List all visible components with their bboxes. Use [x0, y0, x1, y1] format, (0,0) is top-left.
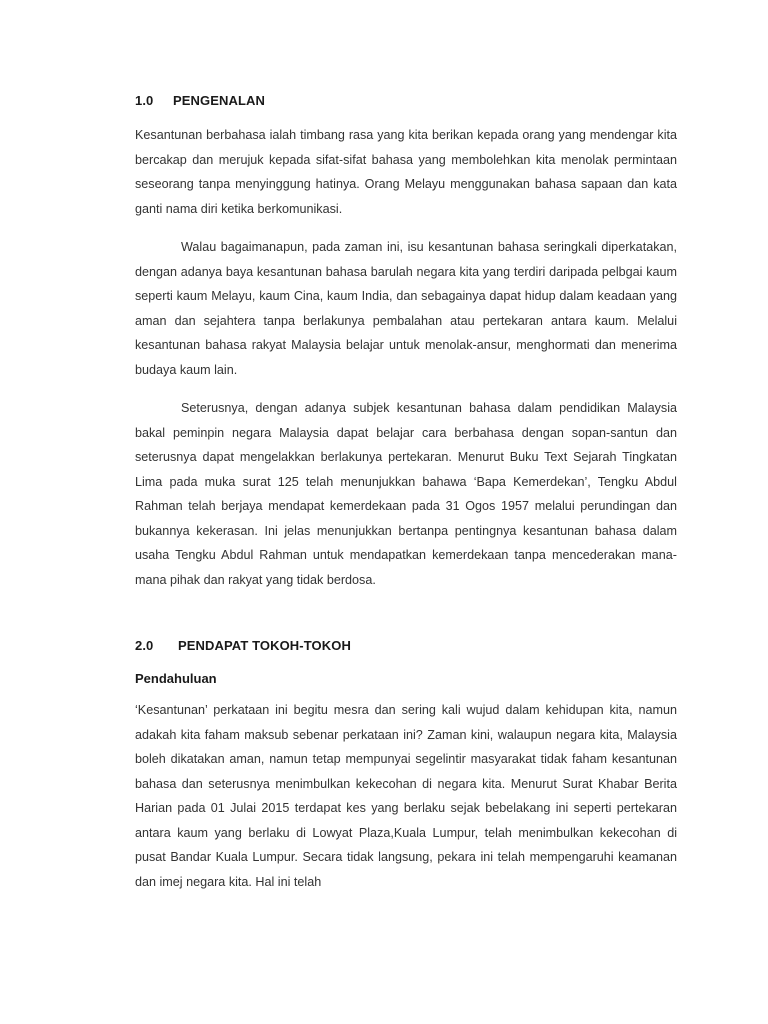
paragraph: Seterusnya, dengan adanya subjek kesantunan bahasa dalam pendidikan Malaysia bakal peminpin negara Malaysia dapat belajar cara berbahasa dengan sopan-santun dan seterusnya dapat mengelakkan berlakunya pertekaran. Menurut Buku Text Sejarah Tingkatan Lima pada muka surat 125 telah menunjukkan bahawa ‘Bapa Kemerdekan’, Tengku Abdul Rahman telah berjaya mendapat kemerdekaan pada 31 Ogos 1957 melalui perundingan dan bukannya kekerasan. Ini jelas menunjukkan bertanpa pentingnya kesantunan bahasa dalam usaha Tengku Abdul Rahman untuk mendapatkan kemerdekaan tanpa mencederakan mana-mana pihak dan rakyat yang tidak berdosa.: [135, 401, 677, 587]
document-body: [135, 90, 677, 894]
paragraph: Kesantunan berbahasa ialah timbang rasa yang kita berikan kepada orang yang mendengar kita bercakap dan merujuk kepada sifat-sifat bahasa yang membolehkan kita menolak permintaan seseorang tanpa menyinggung hatinya. Orang Melayu menggunakan bahasa sapaan dan kata ganti nama diri ketika berkomunikasi.: [135, 128, 677, 216]
section-title: PENGENALAN: [173, 93, 266, 108]
section-number: 1.0: [135, 93, 154, 108]
section-heading-pengenalan: [135, 90, 677, 112]
paragraph: ‘Kesantunan’ perkataan ini begitu mesra dan sering kali wujud dalam kehidupan kita, namun adakah kita faham maksub sebenar perkataan ini? Zaman kini, walaupun negara kita, Malaysia boleh dikatakan aman, namun tetap mempunyai segelintir masyarakat tidak faham kesantunan bahasa dan seterusnya menimbulkan kekecohan di negara kita. Menurut Surat Khabar Berita Harian pada 01 Julai 2015 terdapat kes yang berlaku sejak bebelakang ini seperti pertekaran antara kaum yang berlaku di Lowyat Plaza,Kuala Lumpur, telah menimbulkan kekecohan di pusat Bandar Kuala Lumpur. Secara tidak langsung, pekara ini telah mempengaruhi keamanan dan imej negara kita. Hal ini telah: [135, 703, 677, 889]
section-title: PENDAPAT TOKOH-TOKOH: [178, 638, 351, 653]
section-number: 2.0: [135, 638, 154, 653]
subheading-pendahuluan: Pendahuluan: [135, 671, 217, 686]
paragraph: Walau bagaimanapun, pada zaman ini, isu kesantunan bahasa seringkali diperkatakan, dengan adanya baya kesantunan bahasa barulah negara kita yang terdiri daripada pelbgai kaum seperti kaum Melayu, kaum Cina, kaum India, dan sebagainya dapat hidup dalam keadaan yang aman dan sejahtera tanpa berlakunya pembalahan atau pertekaran antara kaum. Melalui kesantunan bahasa rakyat Malaysia belajar untuk menolak-ansur, menghormati dan menerima budaya kaum lain.: [135, 240, 677, 377]
section-heading-pendapat-tokoh: [135, 635, 677, 657]
